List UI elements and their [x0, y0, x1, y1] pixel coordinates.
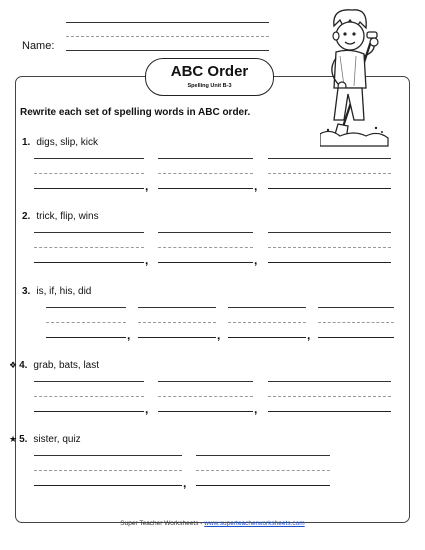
footer-text: Super Teacher Worksheets - [120, 520, 205, 527]
answer-3c-mid [228, 322, 306, 323]
name-line[interactable] [66, 50, 269, 51]
problem-4-words: grab, bats, last [33, 360, 100, 371]
answer-2b-top [158, 232, 253, 233]
answer-3a-base[interactable] [46, 337, 126, 338]
answer-1c-base[interactable] [268, 188, 391, 189]
answer-1a-top [34, 158, 144, 159]
answer-4b-base[interactable] [158, 411, 253, 412]
problem-3-words: is, if, his, did [36, 286, 92, 297]
answer-3c-base[interactable] [228, 337, 306, 338]
title-box [145, 58, 274, 96]
problem-1-number: 1. [22, 137, 31, 148]
answer-3c-top [228, 307, 306, 308]
comma: , [127, 328, 131, 342]
footer [0, 520, 425, 527]
answer-1b-base[interactable] [158, 188, 253, 189]
comma: , [145, 179, 149, 193]
answer-2a-base[interactable] [34, 262, 144, 263]
answer-2c-mid [268, 247, 391, 248]
comma: , [254, 179, 258, 193]
answer-3d-mid [318, 322, 394, 323]
answer-3a-top [46, 307, 126, 308]
answer-5b-top [196, 455, 330, 456]
top-dashed-line [66, 36, 269, 37]
answer-3d-top [318, 307, 394, 308]
answer-4b-mid [158, 396, 253, 397]
name-label: Name: [22, 40, 55, 52]
answer-1c-mid [268, 173, 391, 174]
problem-3-number: 3. [22, 286, 31, 297]
problem-3-label [22, 286, 91, 297]
answer-3b-top [138, 307, 216, 308]
answer-2c-top [268, 232, 391, 233]
answer-4b-top [158, 381, 253, 382]
comma: , [145, 402, 149, 416]
answer-3d-base[interactable] [318, 337, 394, 338]
top-writing-line [66, 22, 269, 23]
footer-link[interactable]: www.superteacherworksheets.com [204, 520, 305, 527]
comma: , [254, 253, 258, 267]
answer-3b-mid [138, 322, 216, 323]
problem-1-label [22, 137, 98, 148]
answer-5b-mid [196, 470, 330, 471]
problem-5-label [9, 434, 81, 445]
answer-1b-mid [158, 173, 253, 174]
answer-1c-top [268, 158, 391, 159]
answer-4a-base[interactable] [34, 411, 144, 412]
answer-5b-base[interactable] [196, 485, 330, 486]
problem-2-number: 2. [22, 211, 31, 222]
comma: , [217, 328, 221, 342]
boy-digging-illustration [320, 2, 390, 150]
comma: , [254, 402, 258, 416]
answer-2a-mid [34, 247, 144, 248]
problem-2-label [22, 211, 99, 222]
answer-3b-base[interactable] [138, 337, 216, 338]
answer-4a-mid [34, 396, 144, 397]
star-icon: ★ [9, 434, 18, 444]
worksheet-subtitle: Spelling Unit B-3 [187, 83, 232, 89]
answer-5a-top [34, 455, 182, 456]
comma: , [145, 253, 149, 267]
answer-1b-top [158, 158, 253, 159]
problem-4-label [9, 360, 99, 371]
answer-4c-top [268, 381, 391, 382]
instructions: Rewrite each set of spelling words in ABC order. [20, 107, 251, 118]
comma: , [183, 476, 187, 490]
comma: , [307, 328, 311, 342]
problem-5-number: 5. [19, 434, 28, 445]
answer-4c-mid [268, 396, 391, 397]
diamond-icon: ❖ [9, 360, 18, 370]
answer-1a-base[interactable] [34, 188, 144, 189]
answer-4c-base[interactable] [268, 411, 391, 412]
answer-2b-base[interactable] [158, 262, 253, 263]
answer-2a-top [34, 232, 144, 233]
problem-4-number: 4. [19, 360, 28, 371]
problem-2-words: trick, flip, wins [36, 211, 99, 222]
worksheet-title: ABC Order [170, 63, 249, 80]
answer-2c-base[interactable] [268, 262, 391, 263]
answer-1a-mid [34, 173, 144, 174]
answer-3a-mid [46, 322, 126, 323]
answer-2b-mid [158, 247, 253, 248]
answer-5a-mid [34, 470, 182, 471]
answer-4a-top [34, 381, 144, 382]
problem-5-words: sister, quiz [33, 434, 81, 445]
problem-1-words: digs, slip, kick [36, 137, 99, 148]
answer-5a-base[interactable] [34, 485, 182, 486]
